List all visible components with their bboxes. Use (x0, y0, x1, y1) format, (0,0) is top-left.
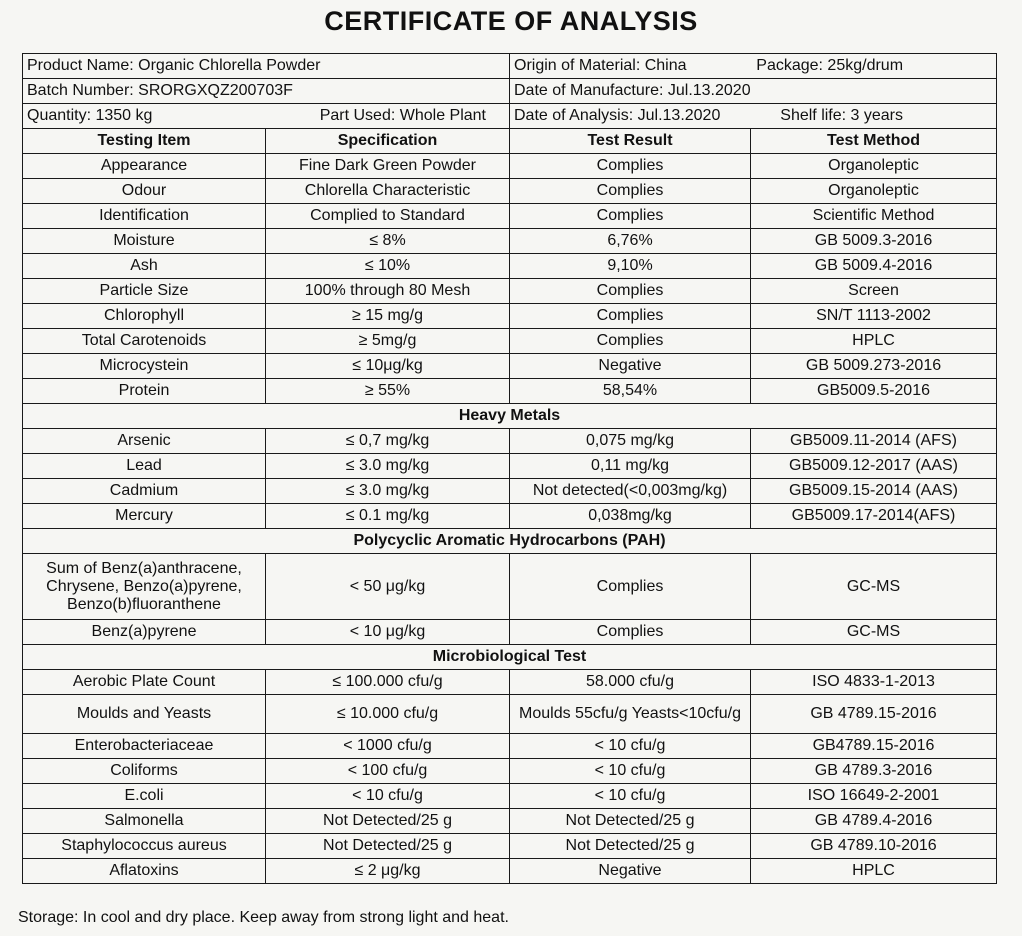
testing-item-cell: Microcystein (23, 354, 266, 379)
header-row-product (23, 54, 997, 79)
test-result-cell: Complies (510, 179, 751, 204)
column-header: Testing Item (23, 129, 266, 154)
date-of-analysis: Date of Analysis: Jul.13.2020 (514, 107, 721, 124)
test-result-cell: Complies (510, 204, 751, 229)
specification-cell: ≤ 10% (266, 254, 510, 279)
table-row (23, 859, 997, 884)
table-row (23, 229, 997, 254)
testing-item-cell: Identification (23, 204, 266, 229)
testing-item-cell: Total Carotenoids (23, 329, 266, 354)
test-method-cell: GB5009.12-2017 (AAS) (751, 454, 997, 479)
table-row (23, 784, 997, 809)
column-header-row (23, 129, 997, 154)
testing-item-cell: Chlorophyll (23, 304, 266, 329)
specification-cell: ≤ 8% (266, 229, 510, 254)
testing-item-cell: Odour (23, 179, 266, 204)
specification-cell: Not Detected/25 g (266, 834, 510, 859)
testing-item-cell: Moulds and Yeasts (23, 695, 266, 734)
specification-cell: < 10 cfu/g (266, 784, 510, 809)
table-row (23, 154, 997, 179)
test-method-cell: GB 4789.3-2016 (751, 759, 997, 784)
test-method-cell: Organoleptic (751, 154, 997, 179)
specification-cell: Not Detected/25 g (266, 809, 510, 834)
test-method-cell: SN/T 1113-2002 (751, 304, 997, 329)
column-header: Test Method (751, 129, 997, 154)
column-header: Test Result (510, 129, 751, 154)
table-row (23, 504, 997, 529)
test-method-cell: GB 4789.10-2016 (751, 834, 997, 859)
test-result-cell: 9,10% (510, 254, 751, 279)
testing-item-cell: Aerobic Plate Count (23, 670, 266, 695)
testing-item-cell: Salmonella (23, 809, 266, 834)
test-method-cell: GB5009.11-2014 (AFS) (751, 429, 997, 454)
specification-cell: ≤ 2 μg/kg (266, 859, 510, 884)
table-row (23, 695, 997, 734)
specification-cell: ≤ 3.0 mg/kg (266, 479, 510, 504)
testing-item-cell: Benz(a)pyrene (23, 620, 266, 645)
specification-cell: ≤ 10.000 cfu/g (266, 695, 510, 734)
test-result-cell: Moulds 55cfu/g Yeasts<10cfu/g (510, 695, 751, 734)
testing-item-cell: E.coli (23, 784, 266, 809)
test-result-cell: Negative (510, 354, 751, 379)
table-row (23, 479, 997, 504)
section-title: Microbiological Test (23, 645, 997, 670)
table-row (23, 329, 997, 354)
testing-item-cell: Sum of Benz(a)anthracene, Chrysene, Benzo(a)pyrene, Benzo(b)fluoranthene (23, 554, 266, 620)
testing-item-cell: Enterobacteriaceae (23, 734, 266, 759)
table-row (23, 204, 997, 229)
test-result-cell: 0,11 mg/kg (510, 454, 751, 479)
test-result-cell: 0,038mg/kg (510, 504, 751, 529)
part-used: Part Used: Whole Plant (319, 107, 486, 124)
testing-item-cell: Mercury (23, 504, 266, 529)
testing-item-cell: Moisture (23, 229, 266, 254)
specification-cell: ≥ 5mg/g (266, 329, 510, 354)
testing-item-cell: Appearance (23, 154, 266, 179)
table-row (23, 379, 997, 404)
test-method-cell: Scientific Method (751, 204, 997, 229)
batch-number: Batch Number: SRORGXQZ200703F (23, 79, 510, 104)
section-microbiological (23, 645, 997, 670)
origin-of-material: Origin of Material: China (514, 57, 687, 74)
specification-cell: Complied to Standard (266, 204, 510, 229)
testing-item-cell: Cadmium (23, 479, 266, 504)
test-method-cell: ISO 4833-1-2013 (751, 670, 997, 695)
specification-cell: ≤ 0,7 mg/kg (266, 429, 510, 454)
table-row (23, 834, 997, 859)
table-row (23, 734, 997, 759)
analysis-table (22, 53, 997, 884)
section-pah (23, 529, 997, 554)
test-result-cell: Complies (510, 154, 751, 179)
test-method-cell: ISO 16649-2-2001 (751, 784, 997, 809)
table-row (23, 670, 997, 695)
header-row-quantity (23, 104, 997, 129)
package: Package: 25kg/drum (756, 57, 904, 74)
specification-cell: Chlorella Characteristic (266, 179, 510, 204)
table-row (23, 354, 997, 379)
testing-item-cell: Coliforms (23, 759, 266, 784)
test-method-cell: Screen (751, 279, 997, 304)
test-result-cell: Complies (510, 554, 751, 620)
testing-item-cell: Arsenic (23, 429, 266, 454)
test-result-cell: Complies (510, 620, 751, 645)
table-row (23, 554, 997, 620)
test-result-cell: Not Detected/25 g (510, 834, 751, 859)
test-result-cell: 6,76% (510, 229, 751, 254)
specification-cell: ≤ 100.000 cfu/g (266, 670, 510, 695)
table-row (23, 179, 997, 204)
table-row (23, 759, 997, 784)
product-name: Product Name: Organic Chlorella Powder (23, 54, 510, 79)
test-method-cell: GC-MS (751, 620, 997, 645)
table-row (23, 809, 997, 834)
testing-item-cell: Ash (23, 254, 266, 279)
page-title: CERTIFICATE OF ANALYSIS (324, 6, 698, 36)
test-result-cell: < 10 cfu/g (510, 784, 751, 809)
table-row (23, 429, 997, 454)
test-result-cell: Complies (510, 329, 751, 354)
section-title: Heavy Metals (23, 404, 997, 429)
test-method-cell: GB5009.15-2014 (AAS) (751, 479, 997, 504)
test-result-cell: Not Detected/25 g (510, 809, 751, 834)
date-of-manufacture: Date of Manufacture: Jul.13.2020 (510, 79, 997, 104)
test-result-cell: 0,075 mg/kg (510, 429, 751, 454)
test-method-cell: HPLC (751, 859, 997, 884)
testing-item-cell: Lead (23, 454, 266, 479)
test-method-cell: GB 5009.3-2016 (751, 229, 997, 254)
test-result-cell: < 10 cfu/g (510, 734, 751, 759)
test-method-cell: GB5009.5-2016 (751, 379, 997, 404)
table-row (23, 304, 997, 329)
test-method-cell: GB 5009.273-2016 (751, 354, 997, 379)
table-row (23, 620, 997, 645)
storage-note: Storage: In cool and dry place. Keep away from strong light and heat. (18, 909, 509, 926)
test-method-cell: Organoleptic (751, 179, 997, 204)
specification-cell: < 1000 cfu/g (266, 734, 510, 759)
testing-item-cell: Aflatoxins (23, 859, 266, 884)
specification-cell: Fine Dark Green Powder (266, 154, 510, 179)
testing-item-cell: Staphylococcus aureus (23, 834, 266, 859)
header-row-batch (23, 79, 997, 104)
test-method-cell: HPLC (751, 329, 997, 354)
testing-item-cell: Protein (23, 379, 266, 404)
section-title: Polycyclic Aromatic Hydrocarbons (PAH) (23, 529, 997, 554)
test-method-cell: GB 4789.4-2016 (751, 809, 997, 834)
specification-cell: ≤ 10μg/kg (266, 354, 510, 379)
table-row (23, 454, 997, 479)
specification-cell: ≤ 3.0 mg/kg (266, 454, 510, 479)
test-method-cell: GB 5009.4-2016 (751, 254, 997, 279)
test-result-cell: Complies (510, 304, 751, 329)
table-row (23, 279, 997, 304)
test-method-cell: GB 4789.15-2016 (751, 695, 997, 734)
specification-cell: ≥ 15 mg/g (266, 304, 510, 329)
test-result-cell: Not detected(<0,003mg/kg) (510, 479, 751, 504)
testing-item-cell: Particle Size (23, 279, 266, 304)
section-heavy-metals (23, 404, 997, 429)
specification-cell: 100% through 80 Mesh (266, 279, 510, 304)
column-header: Specification (266, 129, 510, 154)
test-method-cell: GC-MS (751, 554, 997, 620)
specification-cell: ≥ 55% (266, 379, 510, 404)
test-result-cell: 58,54% (510, 379, 751, 404)
specification-cell: < 50 μg/kg (266, 554, 510, 620)
shelf-life: Shelf life: 3 years (780, 107, 904, 124)
specification-cell: < 10 μg/kg (266, 620, 510, 645)
specification-cell: < 100 cfu/g (266, 759, 510, 784)
test-result-cell: Negative (510, 859, 751, 884)
specification-cell: ≤ 0.1 mg/kg (266, 504, 510, 529)
test-method-cell: GB5009.17-2014(AFS) (751, 504, 997, 529)
test-result-cell: Complies (510, 279, 751, 304)
quantity: Quantity: 1350 kg (27, 107, 153, 124)
table-row (23, 254, 997, 279)
test-method-cell: GB4789.15-2016 (751, 734, 997, 759)
test-result-cell: 58.000 cfu/g (510, 670, 751, 695)
test-result-cell: < 10 cfu/g (510, 759, 751, 784)
